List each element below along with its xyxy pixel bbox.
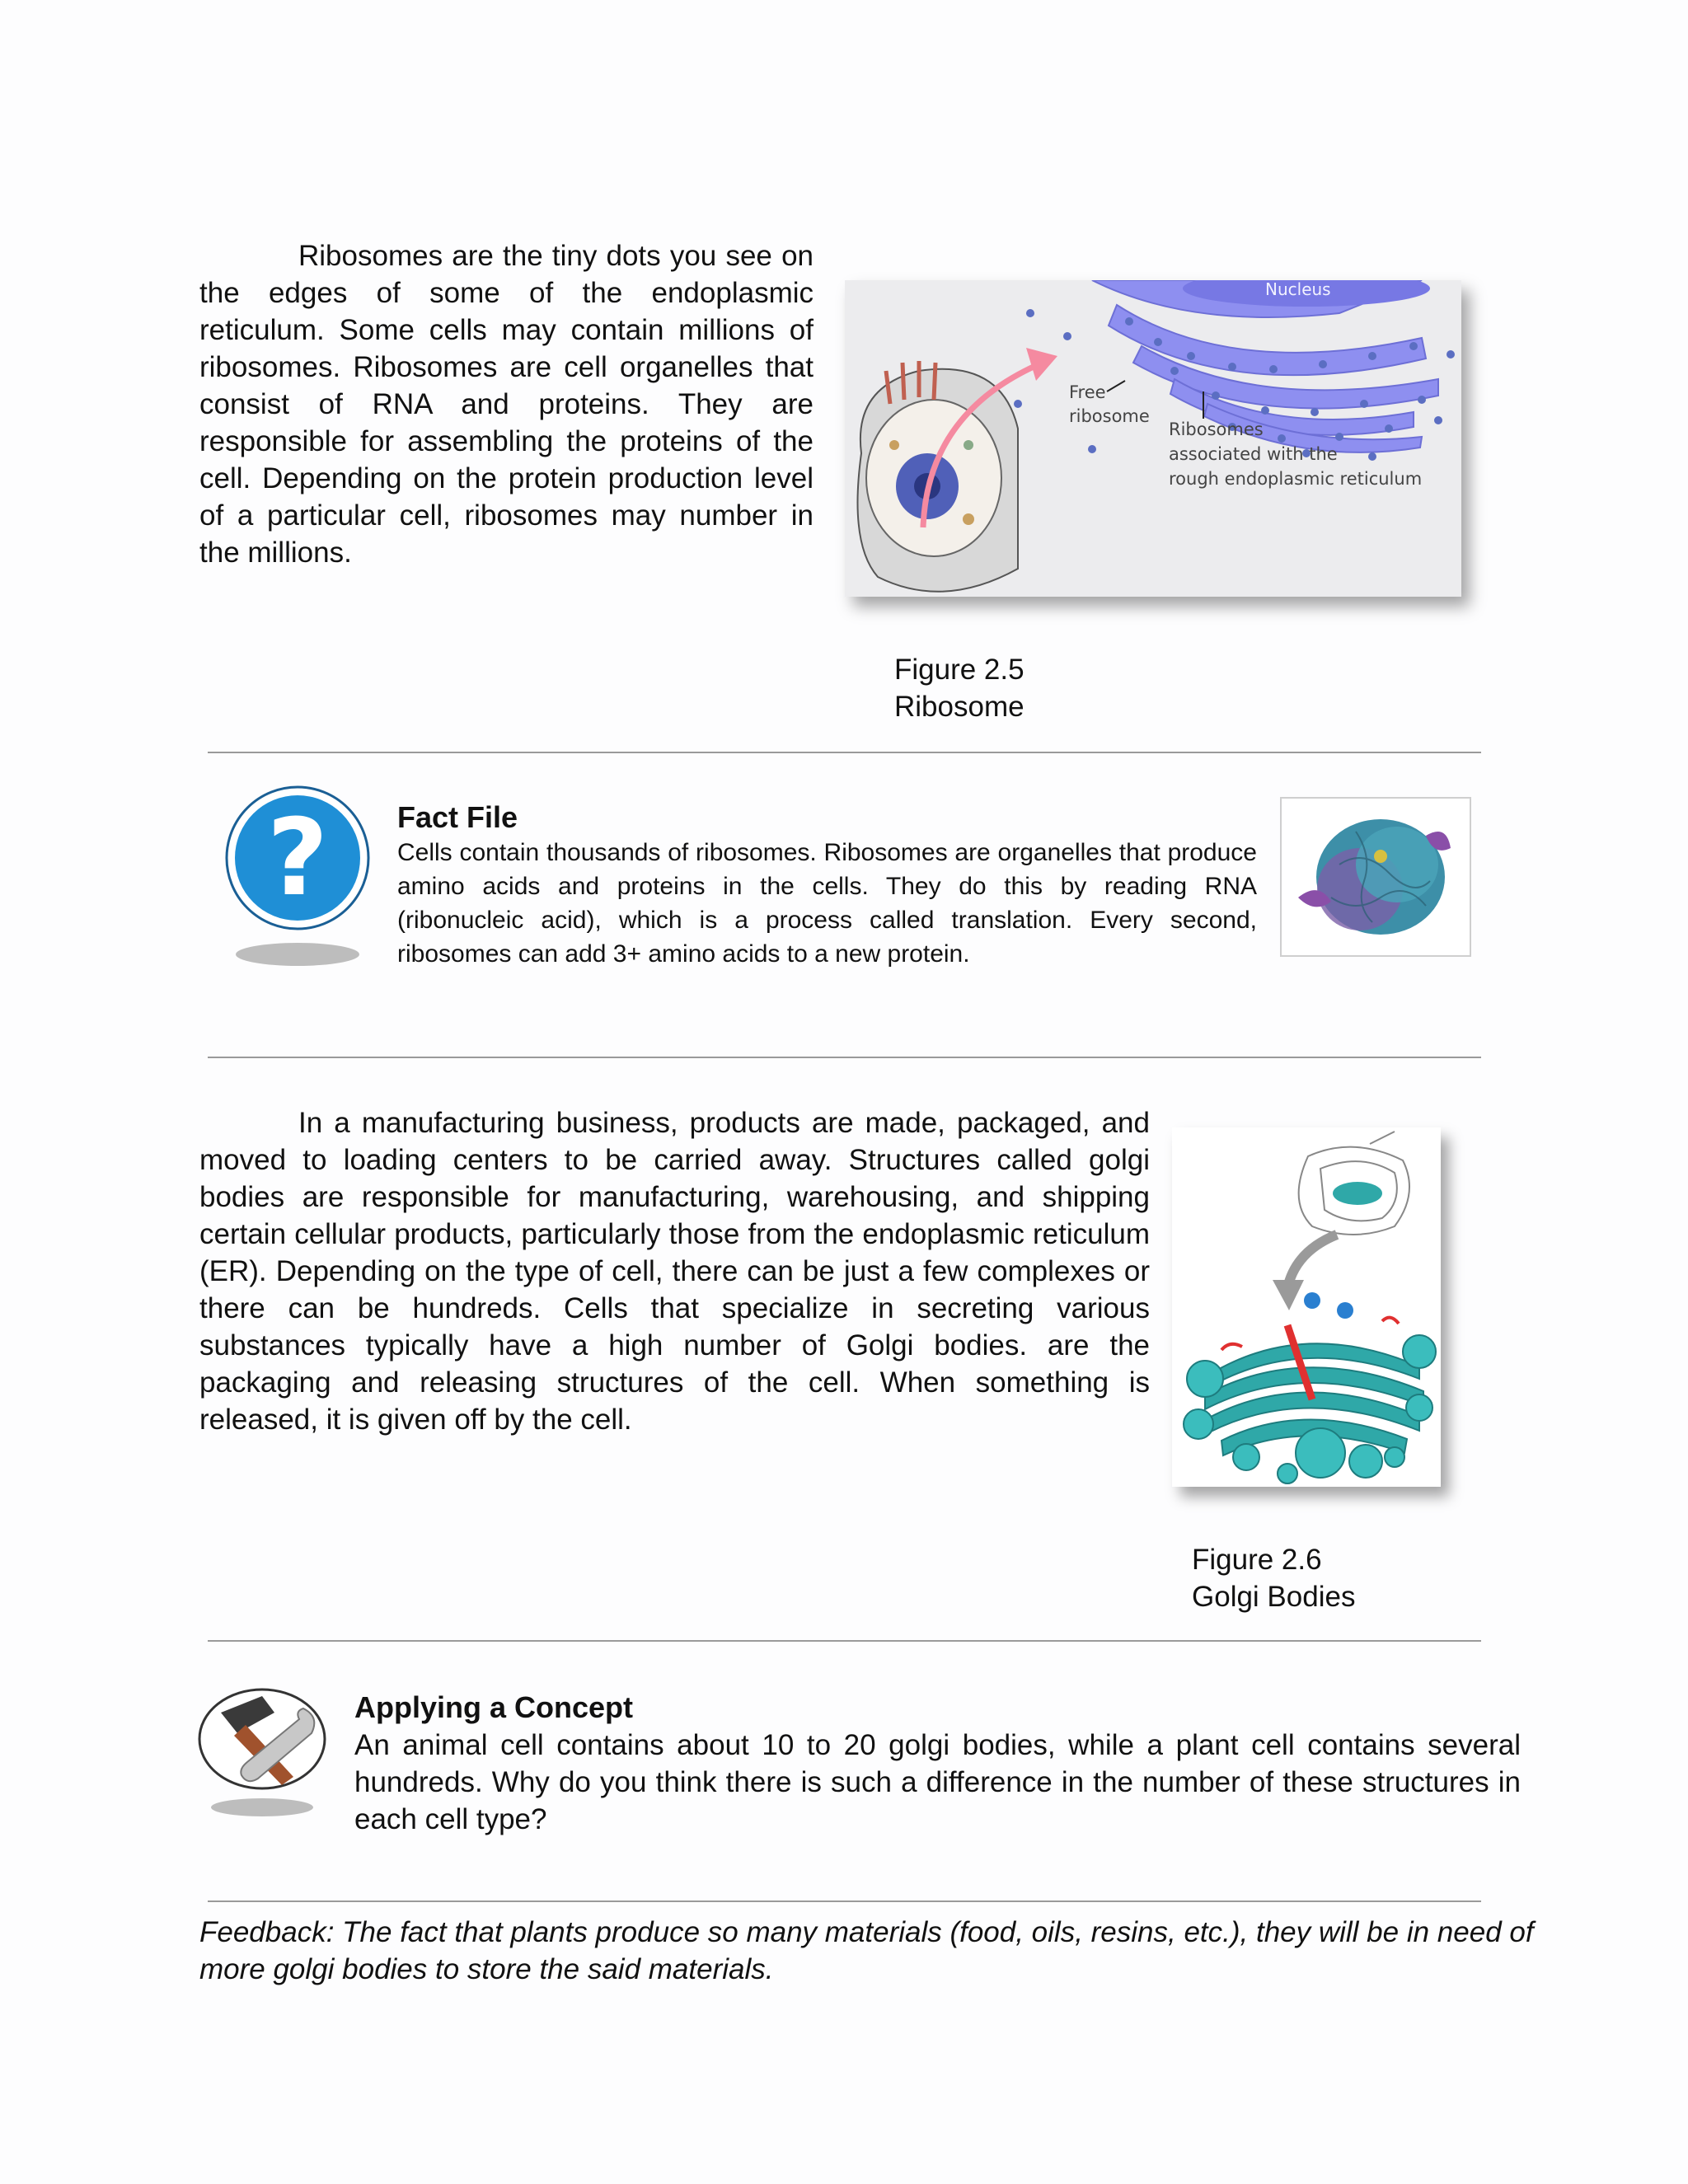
free-ribosome-label-2: ribosome (1069, 406, 1150, 426)
figure-2-6-title: Golgi Bodies (1192, 1581, 1356, 1613)
golgi-paragraph: In a manufacturing business, products are made, packaged, and moved to loading centers to be carried away. Structures called golgi bodies are responsible for manufacturing, warehousing, and shipping certain cellular products, particularly those from the endoplasmic reticulum (ER). Depending on the type of cell, there can be just a few complexes or there can be hundreds. Cells that specialize in secreting various substances typically have a high number of Golgi bodies. are the packaging and releasing structures of the cell. When something is released, it is given off by the cell. (199, 1107, 1150, 1436)
assoc-ribosome-label-3: rough endoplasmic reticulum (1169, 469, 1423, 489)
golgi-diagram (1172, 1127, 1441, 1487)
figure-2-5-title: Ribosome (894, 691, 1025, 723)
assoc-ribosome-label-2: associated with the (1169, 444, 1338, 464)
assoc-ribosome-label-1: Ribosomes (1169, 419, 1264, 439)
ribosome-diagram (845, 280, 1461, 597)
ribosome-structure-image (1280, 797, 1471, 957)
divider-1 (208, 752, 1481, 753)
figure-2-6-number: Figure 2.6 (1192, 1544, 1322, 1576)
applying-concept-text: An animal cell contains about 10 to 20 golgi bodies, while a plant cell contains several hundreds. Why do you think there is such a difference in the number of these structures in each cell type? (354, 1729, 1521, 1835)
fact-file-title: Fact File (397, 800, 518, 834)
figure-2-5-number: Figure 2.5 (894, 654, 1025, 686)
applying-concept-icon (196, 1688, 335, 1820)
feedback-text: Feedback: The fact that plants produce so many materials (food, oils, resins, etc.), they will be in need of more golgi bodies to store the said materials. (199, 1916, 1534, 1985)
nucleus-label: Nucleus (1265, 280, 1331, 299)
hammer-wrench-icon (196, 1688, 335, 1820)
question-mark-icon (225, 785, 372, 971)
divider-3 (208, 1640, 1481, 1642)
golgi-figure (1172, 1127, 1441, 1487)
ribosome-paragraph: Ribosomes are the tiny dots you see on the edges of some of the endoplasmic reticulum. Some cells may contain millions of ribosomes. Ribosomes are cell organelles that consist of RNA and proteins. They are responsible for assembling the proteins of the cell. Depending on the protein production level of a particular cell, ribosomes may number in the millions. (199, 240, 814, 569)
free-ribosome-label-1: Free (1069, 382, 1106, 402)
fact-file-icon (225, 785, 372, 971)
fact-file-text: Cells contain thousands of ribosomes. Ribosomes are organelles that produce amino acids and proteins in the cells. They do this by reading RNA (ribonucleic acid), which is a process called translation. Every second, ribosomes can add 3+ amino acids to a new protein. (397, 839, 1257, 968)
ribosome-figure (845, 280, 1461, 597)
cell-illustration (858, 361, 1019, 592)
applying-concept-title: Applying a Concept (354, 1690, 634, 1724)
divider-4 (208, 1900, 1481, 1902)
divider-2 (208, 1057, 1481, 1058)
svg-text:?: ? (266, 797, 329, 920)
